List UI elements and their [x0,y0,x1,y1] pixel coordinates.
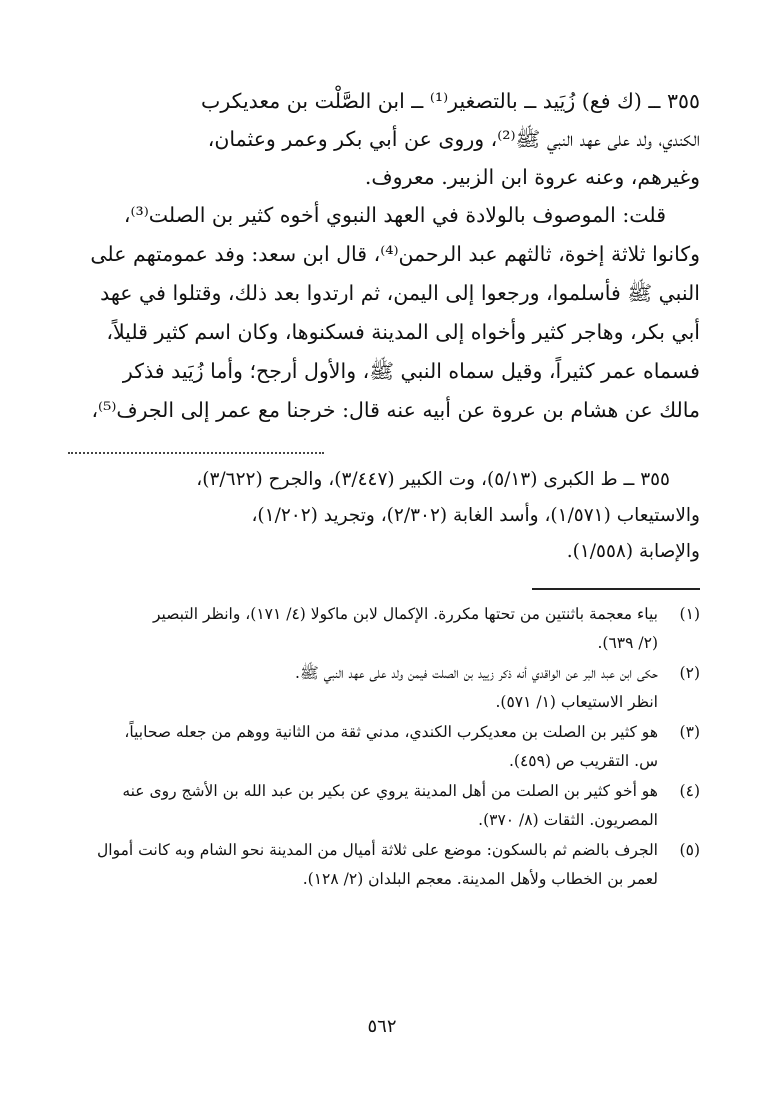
footnotes-section [68,600,700,894]
footnote-line: س. التقريب ص (٤٥٩). [508,752,658,770]
footnote-number: (٤) [679,782,700,800]
footnote [68,600,700,658]
footnote-text [68,600,658,658]
source-line: والاستيعاب (١/٥٧١)، وأسد الغابة (٢/٣٠٢)، وتجريد (١/٢٠٢)، [251,505,700,526]
source-line: ٣٥٥ ــ ط الكبرى (٥/١٣)، وت الكبير (٣/٤٤٧)، والجرح (٣/٦٢٢)، [196,469,670,490]
footnote-rule [532,588,700,590]
comment-line: مالك عن هشام بن عروة عن أبيه عنه قال: خرجنا مع عمر إلى الجرف⁽⁵⁾، [91,398,700,422]
footnote-line: حكى ابن عبد البر عن الواقدي أنه ذكر زييد بن الصلت فيمن ولد على عهد النبي ﷺ. [295,664,658,682]
footnote-number: (١) [679,605,700,623]
comment-line: قلت: الموصوف بالولادة في العهد النبوي أخوه كثير بن الصلت⁽³⁾، [123,203,666,227]
footnote-line: بياء معجمة باثنتين من تحتها مكررة. الإكمال لابن ماكولا (٤/ ١٧١)، وانظر التبصير [152,605,658,623]
footnote [68,659,700,717]
footnote-line: هو كثير بن الصلت بن معديكرب الكندي، مدني ثقة من الثانية ووهم من جعله صحابياً، [124,723,658,741]
footnote-line: المصريون. الثقات (٨/ ٣٧٠). [478,811,658,829]
comment-line: أبي بكر، وهاجر كثير وأخواه إلى المدينة فسكنوها، وكان اسم كثير قليلاً، [106,320,700,344]
footnote [68,718,700,776]
dotted-separator [68,452,324,462]
page-body [68,82,700,895]
entry-line: الكندي، ولد على عهد النبي ﷺ⁽²⁾، وروى عن أبي بكر وعمر وعثمان، [207,127,700,151]
comment-line: فسماه عمر كثيراً، وقيل سماه النبي ﷺ، والأول أرجح؛ وأما زُيَيد فذكر [122,359,700,383]
footnote-line: (٢/ ٦٣٩). [597,634,658,652]
entry-line: وغيرهم، وعنه عروة ابن الزبير. معروف. [364,165,700,189]
entry-main-text [68,82,700,196]
footnote-number: (٢) [679,664,700,682]
footnote-text [68,777,658,835]
footnote-number: (٥) [679,841,700,859]
sources-paragraph [68,462,700,570]
footnote [68,777,700,835]
biography-entry [68,82,700,570]
footnote [68,836,700,894]
footnote-text [68,718,658,776]
footnote-number: (٣) [679,723,700,741]
source-line: والإصابة (١/٥٥٨). [566,541,700,562]
comment-line: وكانوا ثلاثة إخوة، ثالثهم عبد الرحمن⁽⁴⁾، قال ابن سعد: وفد عمومتهم على [90,242,700,266]
entry-line: ٣٥٥ ــ (ك فع) زُيَيد ــ بالتصغير⁽¹⁾ ــ ابن الصَّلْت بن معديكرب [201,89,700,113]
comment-line: النبي ﷺ فأسلموا، ورجعوا إلى اليمن، ثم ارتدوا بعد ذلك، وقتلوا في عهد [100,281,700,305]
footnote-text [68,659,658,717]
footnote-text [68,836,658,894]
commentary-paragraph [68,196,700,430]
footnote-line: لعمر بن الخطاب ولأهل المدينة. معجم البلدان (٢/ ١٢٨). [302,870,658,888]
page-number: ٥٦٢ [367,1016,397,1037]
footnote-line: الجرف بالضم ثم بالسكون: موضع على ثلاثة أميال من المدينة نحو الشام وبه كانت أموال [97,841,658,859]
footnote-line: انظر الاستيعاب (١/ ٥٧١). [495,693,658,711]
footnote-line: هو أخو كثير بن الصلت من أهل المدينة يروي عن بكير بن عبد الله بن الأشج روى عنه [122,782,658,800]
